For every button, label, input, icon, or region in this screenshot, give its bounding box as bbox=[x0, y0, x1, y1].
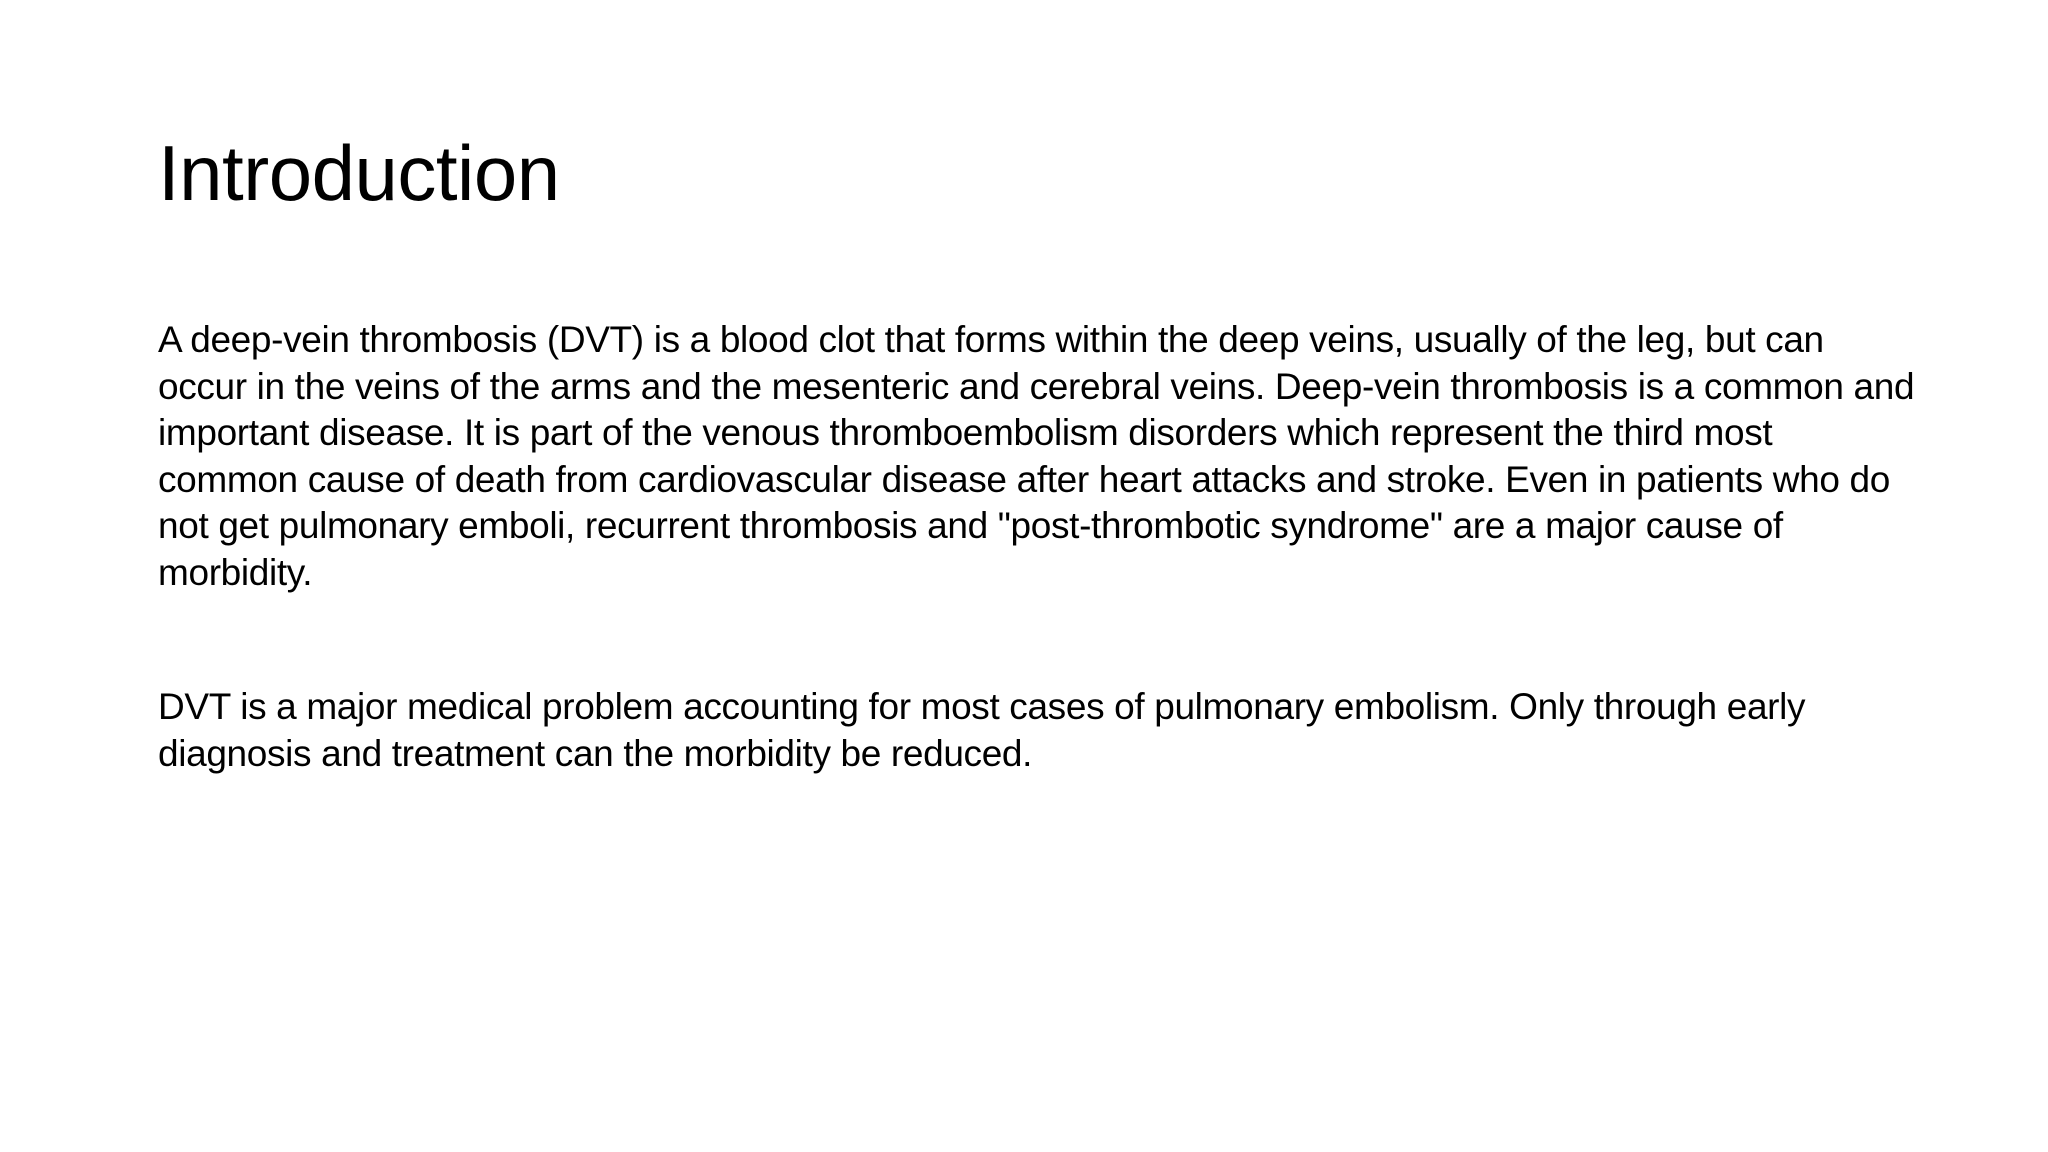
body-paragraph-dvt-significance: DVT is a major medical problem accounting for most cases of pulmonary embolism. Only through early diagnosis and treatment can the morbidity be reduced. bbox=[158, 686, 1806, 774]
slide-body bbox=[158, 317, 1918, 777]
body-paragraph-dvt-definition: A deep-vein thrombosis (DVT) is a blood clot that forms within the deep veins, usually of the leg, but can occur in the veins of the arms and the mesenteric and cerebral veins. Deep-vein thrombosis is a common and important disease. It is part of the venous thromboembolism disorders which represent the third most common cause of death from cardiovascular disease after heart attacks and stroke. Even in patients who do not get pulmonary emboli, recurrent thrombosis and "post-thrombotic syndrome" are a major cause of morbidity. bbox=[158, 319, 1915, 593]
slide-title: Introduction bbox=[158, 129, 560, 217]
